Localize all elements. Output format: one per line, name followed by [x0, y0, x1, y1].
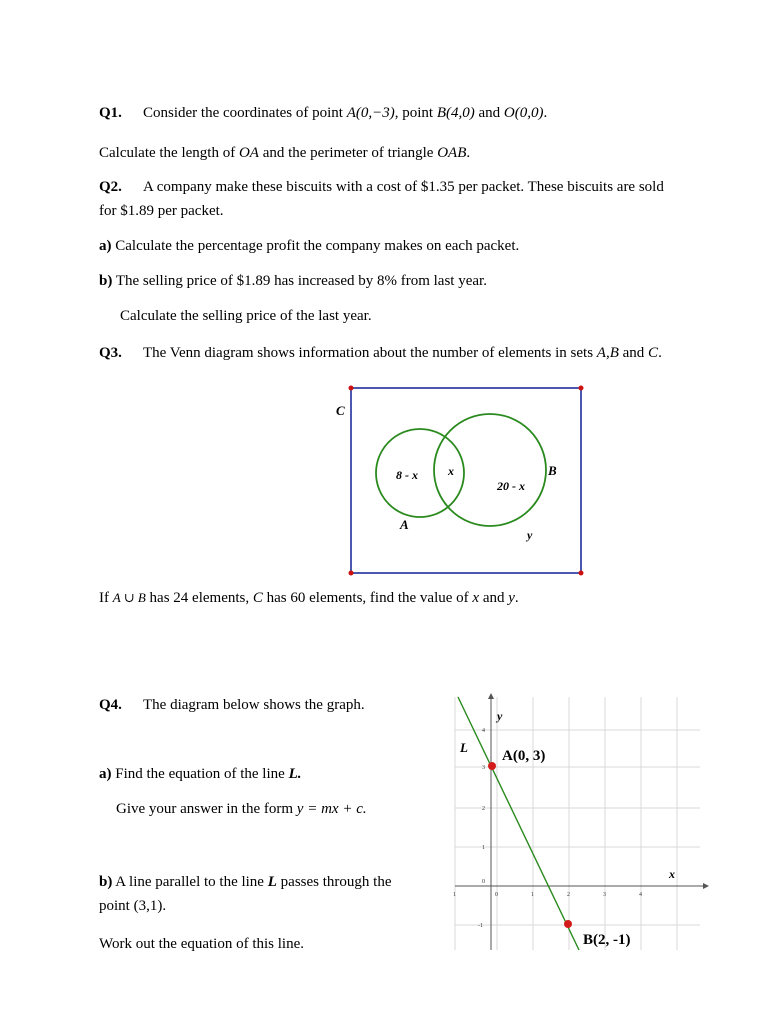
point-b-marker	[564, 920, 572, 928]
y-tick-label: 3	[482, 765, 485, 771]
line-l	[458, 697, 579, 950]
q4b-line3: Work out the equation of this line.	[99, 936, 305, 952]
x-tick-label: 1	[531, 892, 534, 898]
label-l: L	[460, 740, 468, 755]
coordinate-graph	[448, 693, 710, 955]
label-y: y	[497, 709, 503, 723]
label-a: A	[400, 517, 409, 532]
x-tick-label: 2	[567, 892, 570, 898]
q2-number: Q2.	[99, 179, 122, 195]
q1-line1: Q1. Consider the coordinates of point A(0,−3), point B(4,0) and O(0,0).	[99, 105, 548, 121]
label-point-a: A(0, 3)	[502, 748, 546, 764]
q3-line1: Q3. The Venn diagram shows information about the number of elements in sets A,B and C.	[99, 345, 662, 361]
q2b-line: b) The selling price of $1.89 has increased by 8% from last year.	[99, 273, 487, 289]
q1-number: Q1.	[99, 105, 122, 121]
q4-number: Q4.	[99, 697, 122, 713]
region-outside: y	[527, 528, 533, 542]
y-tick-label: -1	[478, 923, 483, 929]
y-tick-label: 1	[482, 845, 485, 851]
q2a-line: a) Calculate the percentage profit the company makes on each packet.	[99, 238, 520, 254]
region-ab: x	[448, 464, 454, 478]
label-x: x	[669, 867, 675, 881]
universal-set-box	[351, 388, 581, 573]
label-c: C	[336, 403, 345, 418]
corner-point	[579, 386, 584, 391]
corner-point	[349, 571, 354, 576]
q4b-line1: b) A line parallel to the line L passes through the	[99, 874, 392, 890]
q2-line2: for $1.89 per packet.	[99, 203, 224, 219]
x-tick-label: 4	[639, 892, 642, 898]
q4a-line: a) Find the equation of the line L.	[99, 766, 302, 782]
x-axis-arrow	[703, 883, 709, 889]
venn-diagram	[330, 380, 595, 585]
label-point-b: B(2, -1)	[583, 932, 631, 948]
q2-line1: Q2. A company make these biscuits with a cost of $1.35 per packet. These biscuits are sold	[99, 179, 664, 195]
q3-number: Q3.	[99, 345, 122, 361]
q1-line2: Calculate the length of OA and the perimeter of triangle OAB.	[99, 145, 471, 161]
q4a-line2: Give your answer in the form y = mx + c.	[116, 801, 367, 817]
q2b-line2: Calculate the selling price of the last year.	[120, 308, 372, 324]
y-axis-arrow	[488, 693, 494, 699]
q4b-line2: point (3,1).	[99, 898, 167, 914]
corner-point	[349, 386, 354, 391]
y-tick-label: 0	[482, 879, 485, 885]
x-tick-label: 1	[453, 892, 456, 898]
x-tick-label: 3	[603, 892, 606, 898]
q4-line1: Q4. The diagram below shows the graph.	[99, 697, 365, 713]
region-b-only: 20 - x	[497, 479, 525, 493]
point-a-marker	[488, 762, 496, 770]
label-b: B	[548, 463, 557, 478]
y-tick-label: 4	[482, 728, 485, 734]
x-tick-label: 0	[495, 892, 498, 898]
y-tick-label: 2	[482, 806, 485, 812]
q3-question: If A ∪ B has 24 elements, C has 60 elements, find the value of x and y.	[99, 590, 519, 606]
region-a-only: 8 - x	[396, 468, 418, 482]
corner-point	[579, 571, 584, 576]
grid	[455, 697, 700, 950]
